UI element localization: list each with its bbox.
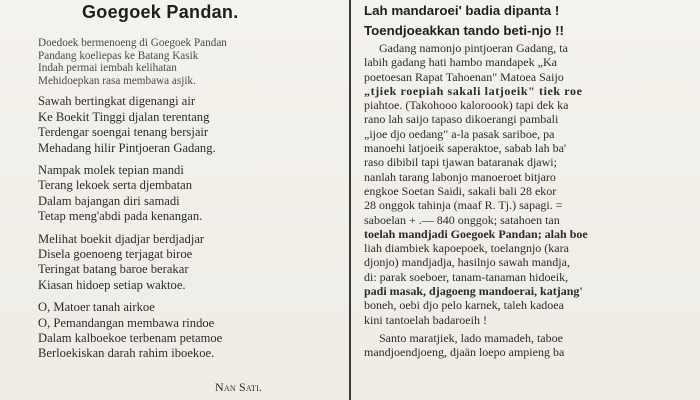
article-line: nanlah tarang labonjo manoeroet bitjaro [364,169,556,184]
poem-line: O, Pemandangan membawa rindoe [38,315,215,330]
poem-stanza [38,232,330,294]
article-line: piahtoe. (Takohooo kaloroook) tapi dek ka [364,98,569,113]
poem-line: Melihat boekit djadjar berdjadjar [38,231,205,246]
article-line: kini tantoelah badaroeih ! [364,312,487,327]
article-line: Gadang namonjo pintjoeran Gadang, ta [364,41,568,55]
poem-line: Nampak molek tepian mandi [38,163,184,177]
poem-line: Mehidoepkan rasa membawa asjik. [38,74,196,87]
article-line: di: parak soeboer, tanam-tanaman hidoeik, [364,269,569,284]
poem-line: Disela goenoeng terjagat biroe [38,247,193,262]
article-line: liah diambiek kapoepoek, toelangnjo (kara [364,241,569,256]
article-line: mandjoendjoeng, djaän loepo ampieng ba [364,345,565,360]
poem-line: O, Matoer tanah airkoe [38,300,155,315]
poem-line: Terang lekoek serta djembatan [38,178,193,193]
poem-line: Teringat batang baroe berakar [38,262,189,277]
poem-line: Pandang koeliepas ke Batang Kasik [38,49,199,62]
poem-stanza [38,300,330,362]
poem-line: Mehadang hilir Pintjoeran Gadang. [38,140,216,155]
article-line: rano lah saijo tapaso dikoerangi pambali [364,112,559,127]
poem-title: Goegoek Pandan. [82,2,239,22]
poem-line: Kiasan hidoep setiap waktoe. [38,277,186,292]
article-paragraph [364,41,694,327]
poem-stanza [38,94,330,156]
article-headline [364,1,696,40]
headline-line: Toendjoeakkan tando beti-njo !! [364,22,564,38]
poem-line: Dalam bajangan diri samadi [38,193,180,208]
poem-line: Doedoek bermenoeng di Goegoek Pandan [38,37,227,49]
article-line: toelah mandjadi Goegoek Pandan; alah boe [364,226,588,241]
poem-stanza [38,163,330,225]
headline-line: Lah mandaroei' badia dipanta ! [364,3,560,18]
article-line: padi masak, djagoeng mandoerai, katjang' [364,284,583,299]
poem-line: Ke Boekit Tinggi djalan terentang [38,109,210,124]
article-line: Santo maratjiek, lado mamadeh, taboe [364,330,563,345]
poem-stanza [38,37,330,87]
poem-line: Sawah bertingkat digenangi air [38,94,196,109]
poem-body [38,37,330,369]
article-paragraph [364,331,694,360]
article-line: labih gadang hati hambo mandapek „Ka [364,55,557,70]
poem-line: Dalam kalboekoe terbenam petamoe [38,331,223,346]
article-line: saboelan + .— 840 onggok; satahoen tan [364,212,560,227]
left-column [30,0,330,400]
article-line: poetoesan Rapat Tahoenan" Matoea Saijo [364,69,564,84]
poem-line: Tetap meng'abdi pada kenangan. [38,209,203,224]
column-divider [349,0,351,400]
poem-line: Terdengar soengai tenang bersjair [38,125,209,140]
article-body [364,41,694,364]
article-line: engkoe Soetan Saidi, sakali bali 28 ekor [364,183,557,198]
poem-line: Berloekiskan darah rahim iboekoe. [38,346,215,361]
article-line: boneh, oebi djo pelo karnek, taleh kadoea [364,298,564,313]
right-column [364,0,696,400]
article-line: manoehi latjoeik saperaktoe, sabab lah ba' [364,141,567,156]
article-line: raso dibibil tapi tjawan bataranak djawi; [364,155,557,170]
article-line: „ijoe djo oedang" a-la pasak sariboe, pa [364,126,555,141]
poem-line: Indah permai iembah kelihatan [38,62,177,75]
poem-signature: Nan Sati. [215,380,263,394]
article-line: djonjo) mandjadja, hasilnjo sawah mandja, [364,255,570,270]
article-line: „tjiek roepiah sakali latjoeik" tiek roe [364,83,583,98]
article-line: 28 onggok tahinja (maaf R. Tj.) sapagi. = [364,198,563,213]
